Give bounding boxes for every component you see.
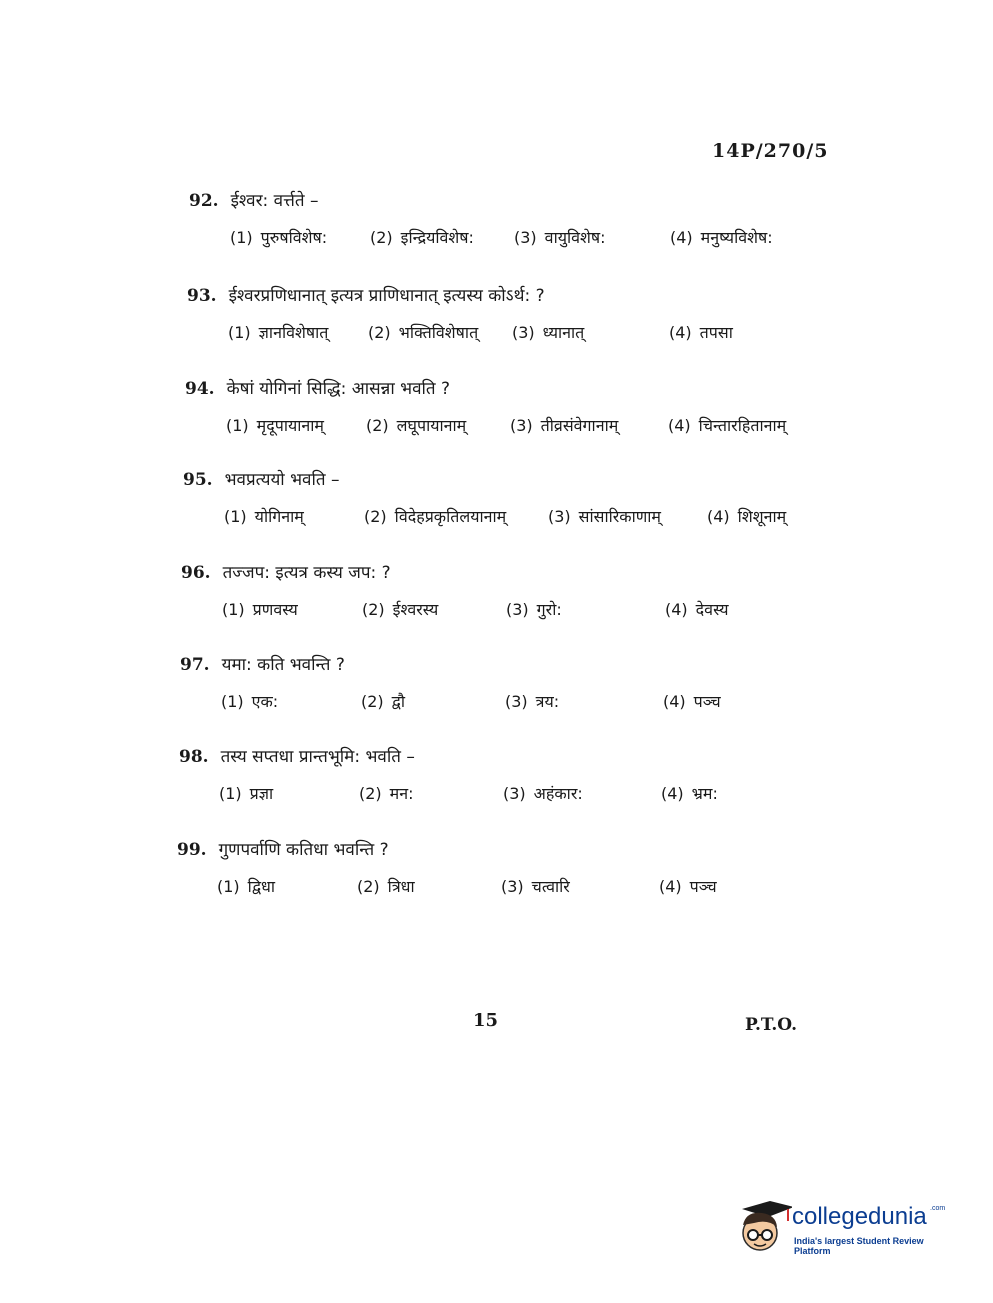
question-stem bbox=[189, 188, 318, 211]
question-number: 97. bbox=[180, 655, 210, 675]
option-4: (4) देवस्य bbox=[665, 600, 729, 619]
option-3: (3) तीव्रसंवेगानाम् bbox=[510, 416, 619, 435]
option-3: (3) अहंकार: bbox=[503, 784, 583, 803]
option-3: (3) सांसारिकाणाम् bbox=[548, 507, 661, 526]
question-text: ईश्वर: वर्त्तते – bbox=[230, 191, 319, 211]
collegedunia-watermark bbox=[732, 1195, 962, 1265]
question-text: भवप्रत्ययो भवति – bbox=[224, 470, 340, 490]
option-1: (1) प्रणवस्य bbox=[222, 600, 298, 619]
question-stem bbox=[177, 837, 389, 860]
question-stem bbox=[183, 467, 340, 490]
question-text: तस्य सप्तधा प्रान्तभूमि: भवति – bbox=[220, 747, 415, 767]
question-number: 93. bbox=[187, 286, 217, 306]
option-3: (3) गुरो: bbox=[506, 600, 562, 619]
option-1: (1) द्विधा bbox=[217, 877, 275, 896]
option-3: (3) त्रय: bbox=[505, 692, 560, 711]
option-2: (2) भक्तिविशेषात् bbox=[368, 323, 479, 342]
question-number: 95. bbox=[183, 470, 213, 490]
question-stem bbox=[179, 744, 415, 767]
option-1: (1) पुरुषविशेष: bbox=[230, 228, 328, 247]
question-98 bbox=[0, 744, 993, 824]
option-4: (4) भ्रम: bbox=[661, 784, 718, 803]
question-92 bbox=[0, 188, 993, 268]
question-number: 92. bbox=[189, 191, 219, 211]
question-number: 99. bbox=[177, 840, 207, 860]
paper-code: 14P/270/5 bbox=[712, 140, 829, 162]
option-2: (2) ईश्वरस्य bbox=[362, 600, 439, 619]
option-1: (1) मृदूपायानाम् bbox=[226, 416, 324, 435]
option-2: (2) मन: bbox=[359, 784, 414, 803]
question-99 bbox=[0, 837, 993, 917]
option-4: (4) पञ्च bbox=[663, 692, 721, 711]
option-3: (3) चत्वारि bbox=[501, 877, 570, 896]
option-2: (2) द्वौ bbox=[361, 692, 406, 711]
question-96 bbox=[0, 560, 993, 640]
option-4: (4) शिशूनाम् bbox=[707, 507, 787, 526]
option-2: (2) त्रिधा bbox=[357, 877, 415, 896]
question-text: गुणपर्वाणि कतिधा भवन्ति ? bbox=[218, 840, 389, 860]
student-mascot-icon bbox=[732, 1195, 792, 1265]
pto-label: P.T.O. bbox=[745, 1015, 797, 1035]
question-text: केषां योगिनां सिद्धि: आसन्ना भवति ? bbox=[226, 379, 451, 399]
question-95 bbox=[0, 467, 993, 547]
question-stem bbox=[181, 560, 391, 583]
brand-name: collegedunia bbox=[792, 1203, 927, 1230]
option-4: (4) चिन्तारहितानाम् bbox=[668, 416, 787, 435]
brand-domain: .com bbox=[930, 1205, 946, 1212]
option-4: (4) पञ्च bbox=[659, 877, 717, 896]
question-text: तज्जप: इत्यत्र कस्य जप: ? bbox=[222, 563, 391, 583]
option-1: (1) प्रज्ञा bbox=[219, 784, 274, 803]
page-number: 15 bbox=[473, 1010, 499, 1031]
option-4: (4) मनुष्यविशेष: bbox=[670, 228, 773, 247]
option-1: (1) ज्ञानविशेषात् bbox=[228, 323, 329, 342]
option-4: (4) तपसा bbox=[669, 323, 733, 342]
option-2: (2) विदेहप्रकृतिलयानाम् bbox=[364, 507, 507, 526]
option-1: (1) योगिनाम् bbox=[224, 507, 304, 526]
question-stem bbox=[185, 376, 450, 399]
question-number: 96. bbox=[181, 563, 211, 583]
option-2: (2) लघूपायानाम् bbox=[366, 416, 467, 435]
option-2: (2) इन्द्रियविशेष: bbox=[370, 228, 474, 247]
question-stem bbox=[180, 652, 345, 675]
question-stem bbox=[187, 283, 545, 306]
question-number: 98. bbox=[179, 747, 209, 767]
question-number: 94. bbox=[185, 379, 215, 399]
question-97 bbox=[0, 652, 993, 732]
brand-tagline: India's largest Student Review Platform bbox=[794, 1236, 924, 1256]
option-3: (3) ध्यानात् bbox=[512, 323, 585, 342]
question-93 bbox=[0, 283, 993, 363]
question-text: ईश्वरप्रणिधानात् इत्यत्र प्राणिधानात् इत्यस्य कोऽर्थ: ? bbox=[228, 286, 545, 306]
option-3: (3) वायुविशेष: bbox=[514, 228, 606, 247]
question-text: यमा: कति भवन्ति ? bbox=[221, 655, 345, 675]
question-94 bbox=[0, 376, 993, 456]
option-1: (1) एक: bbox=[221, 692, 279, 711]
